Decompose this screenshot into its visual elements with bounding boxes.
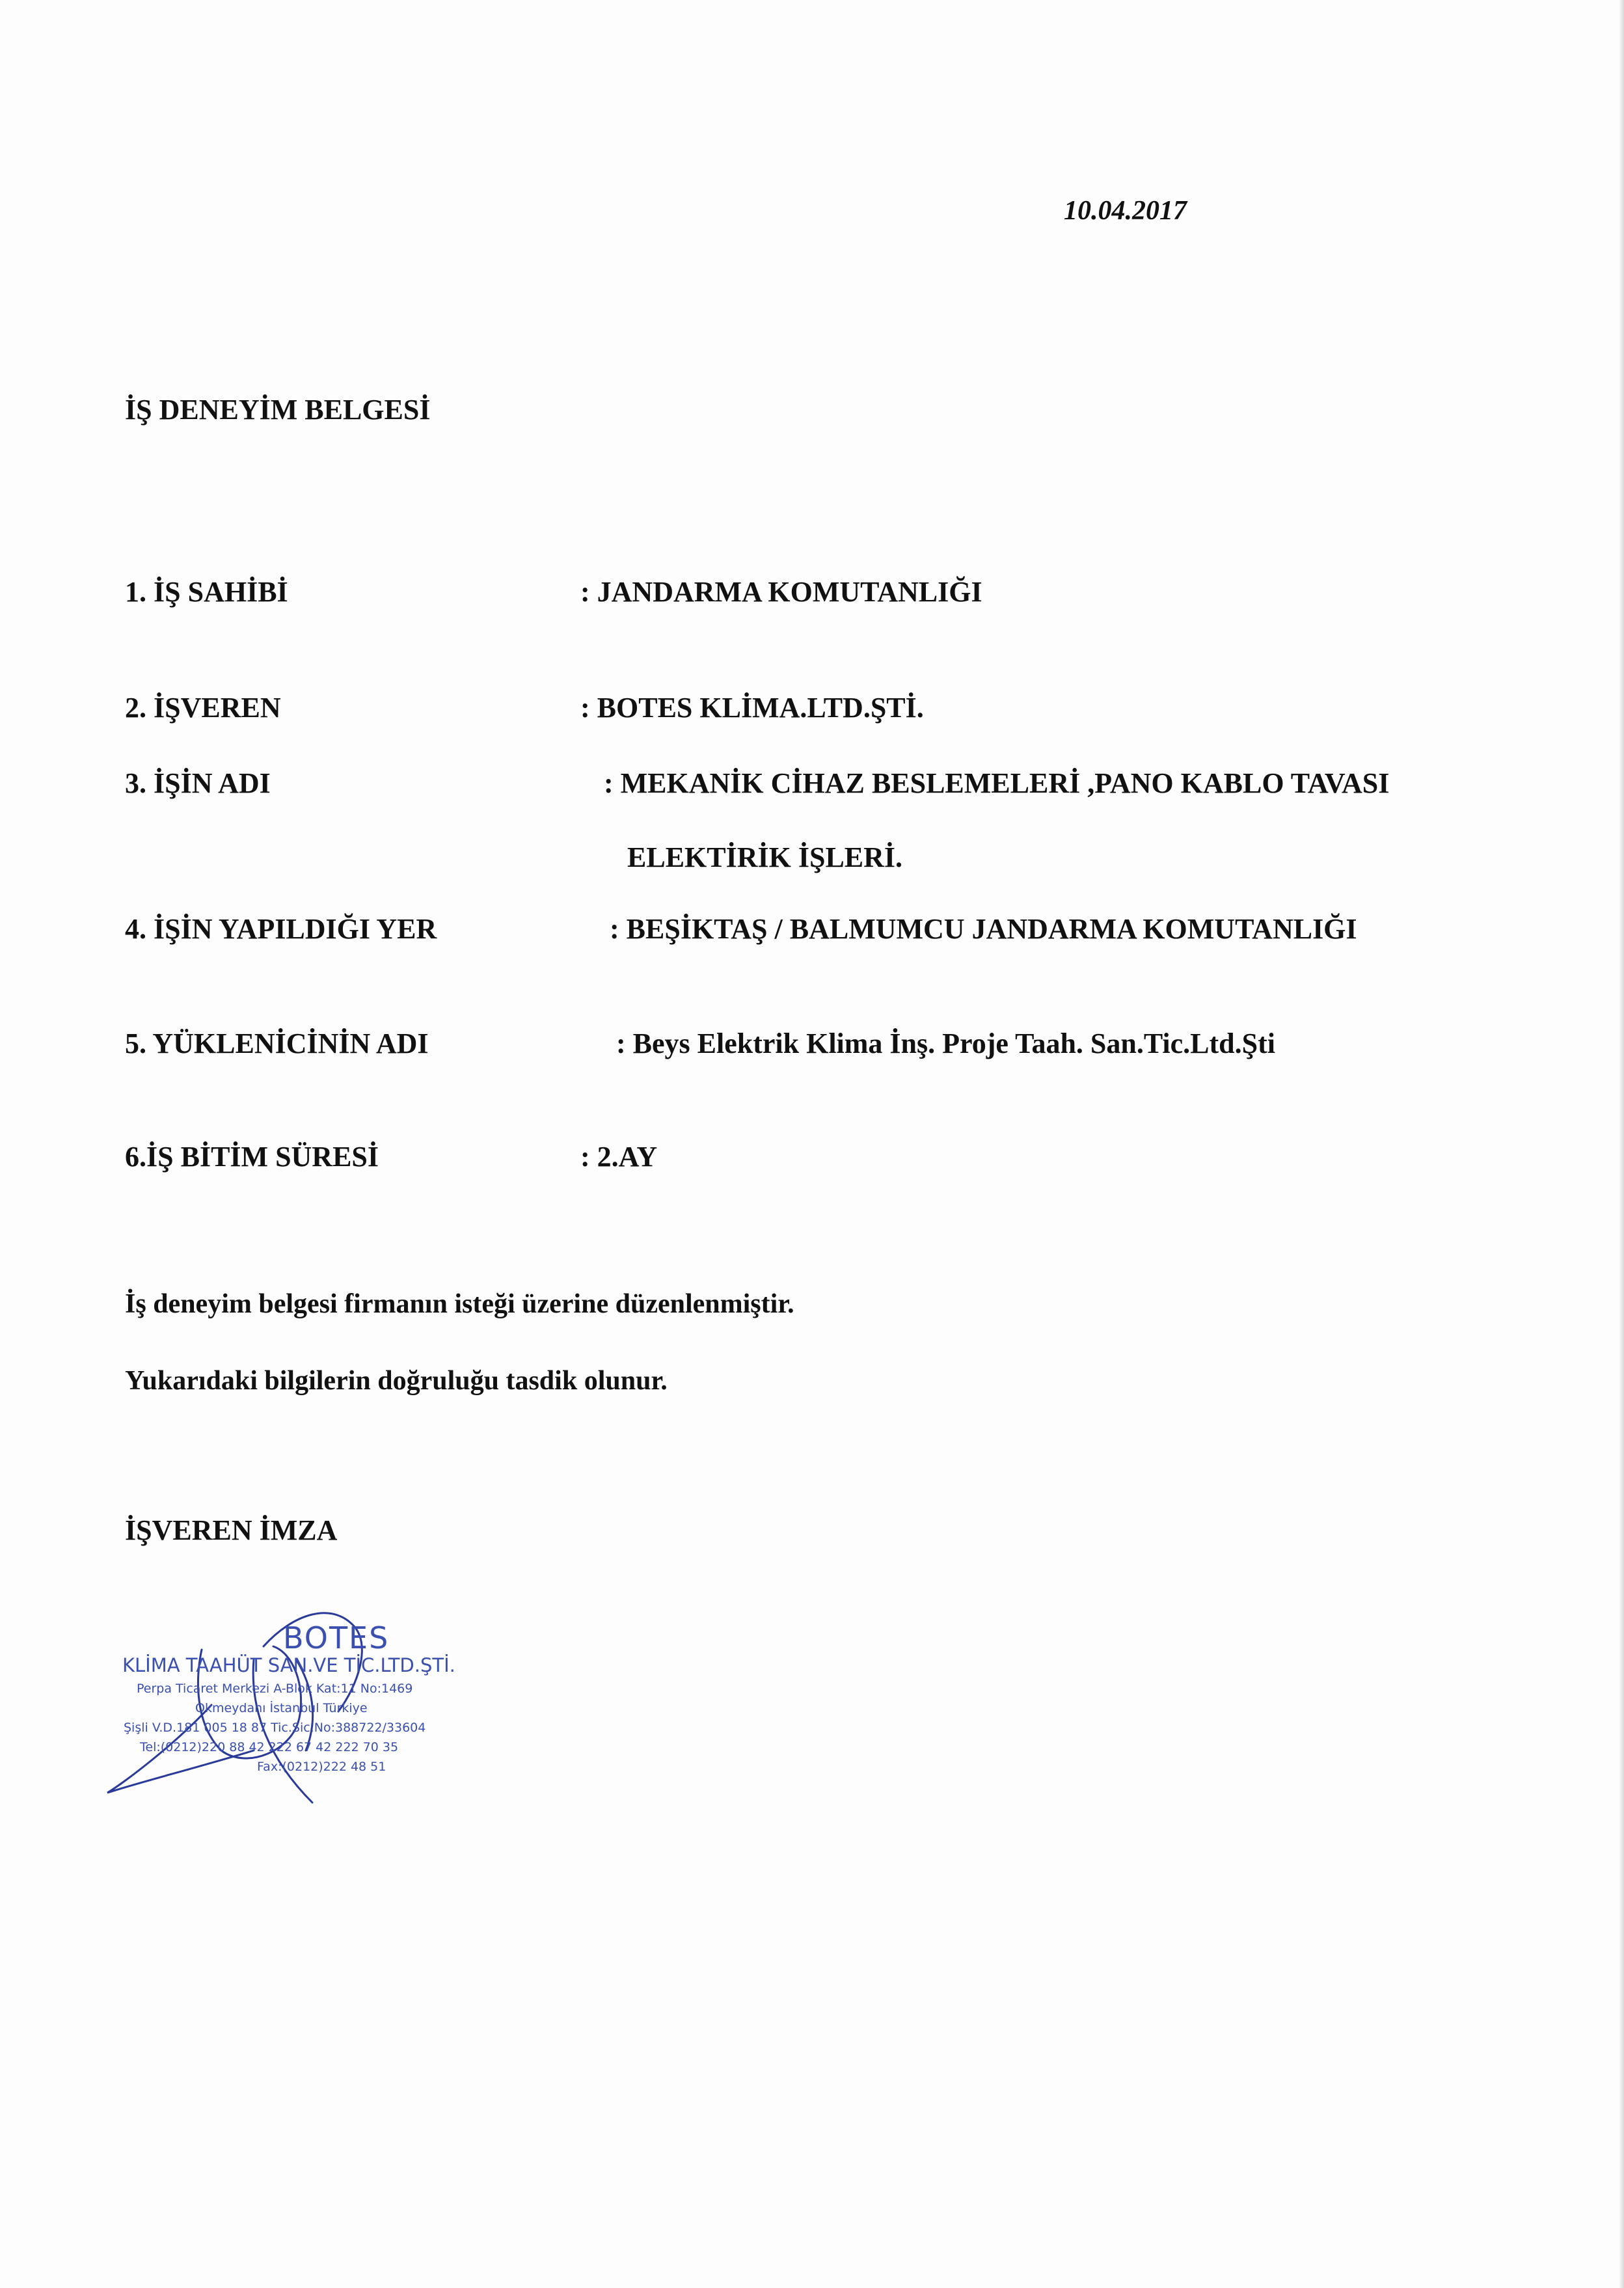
document-title: İŞ DENEYİM BELGESİ — [125, 394, 431, 426]
stamp-phone-line: Tel:(0212)220 88 42 222 67 42 222 70 35 — [140, 1740, 399, 1754]
company-stamp — [98, 1555, 566, 1816]
stamp-tax-line: Şişli V.D.181 005 18 87 Tic.Sic.No:388722/33604 — [124, 1721, 426, 1735]
field-value-line2: ELEKTİRİK İŞLERİ. — [627, 841, 903, 873]
field-value: : 2.AY — [580, 1141, 658, 1173]
scan-edge-shadow — [1619, 0, 1624, 2288]
field-label: 1. İŞ SAHİBİ — [125, 576, 288, 608]
signature-label: İŞVEREN İMZA — [125, 1514, 338, 1546]
document-date: 10.04.2017 — [1064, 196, 1187, 226]
field-value: : Beys Elektrik Klima İnş. Proje Taah. San.Tic.Ltd.Şti — [616, 1028, 1275, 1059]
statement-certified: Yukarıdaki bilgilerin doğruluğu tasdik olunur. — [125, 1366, 668, 1396]
field-value: : BOTES KLİMA.LTD.ŞTİ. — [580, 692, 924, 724]
field-value: : JANDARMA KOMUTANLIĞI — [580, 576, 982, 608]
statement-requested: İş deneyim belgesi firmanın isteği üzerine düzenlenmiştir. — [125, 1289, 794, 1319]
stamp-brand: BOTES — [283, 1620, 390, 1655]
field-label: 5. YÜKLENİCİNİN ADI — [125, 1028, 429, 1059]
stamp-fax-line: Fax:(0212)222 48 51 — [257, 1760, 386, 1774]
stamp-company-line: KLİMA TAAHÜT SAN.VE TİC.LTD.ŞTİ. — [122, 1654, 455, 1676]
stamp-address-line: Perpa Ticaret Merkezi A-Blok Kat:11 No:1469 — [137, 1682, 413, 1696]
field-label: 6.İŞ BİTİM SÜRESİ — [125, 1141, 379, 1173]
field-value: : MEKANİK CİHAZ BESLEMELERİ ,PANO KABLO TAVASI — [604, 767, 1390, 799]
stamp-city-line: Okmeydanı İstanbul Türkiye — [195, 1701, 368, 1715]
field-label: 3. İŞİN ADI — [125, 767, 271, 799]
field-label: 2. İŞVEREN — [125, 692, 281, 724]
field-value: : BEŞİKTAŞ / BALMUMCU JANDARMA KOMUTANLIĞI — [610, 913, 1357, 945]
field-label: 4. İŞİN YAPILDIĞI YER — [125, 913, 437, 945]
